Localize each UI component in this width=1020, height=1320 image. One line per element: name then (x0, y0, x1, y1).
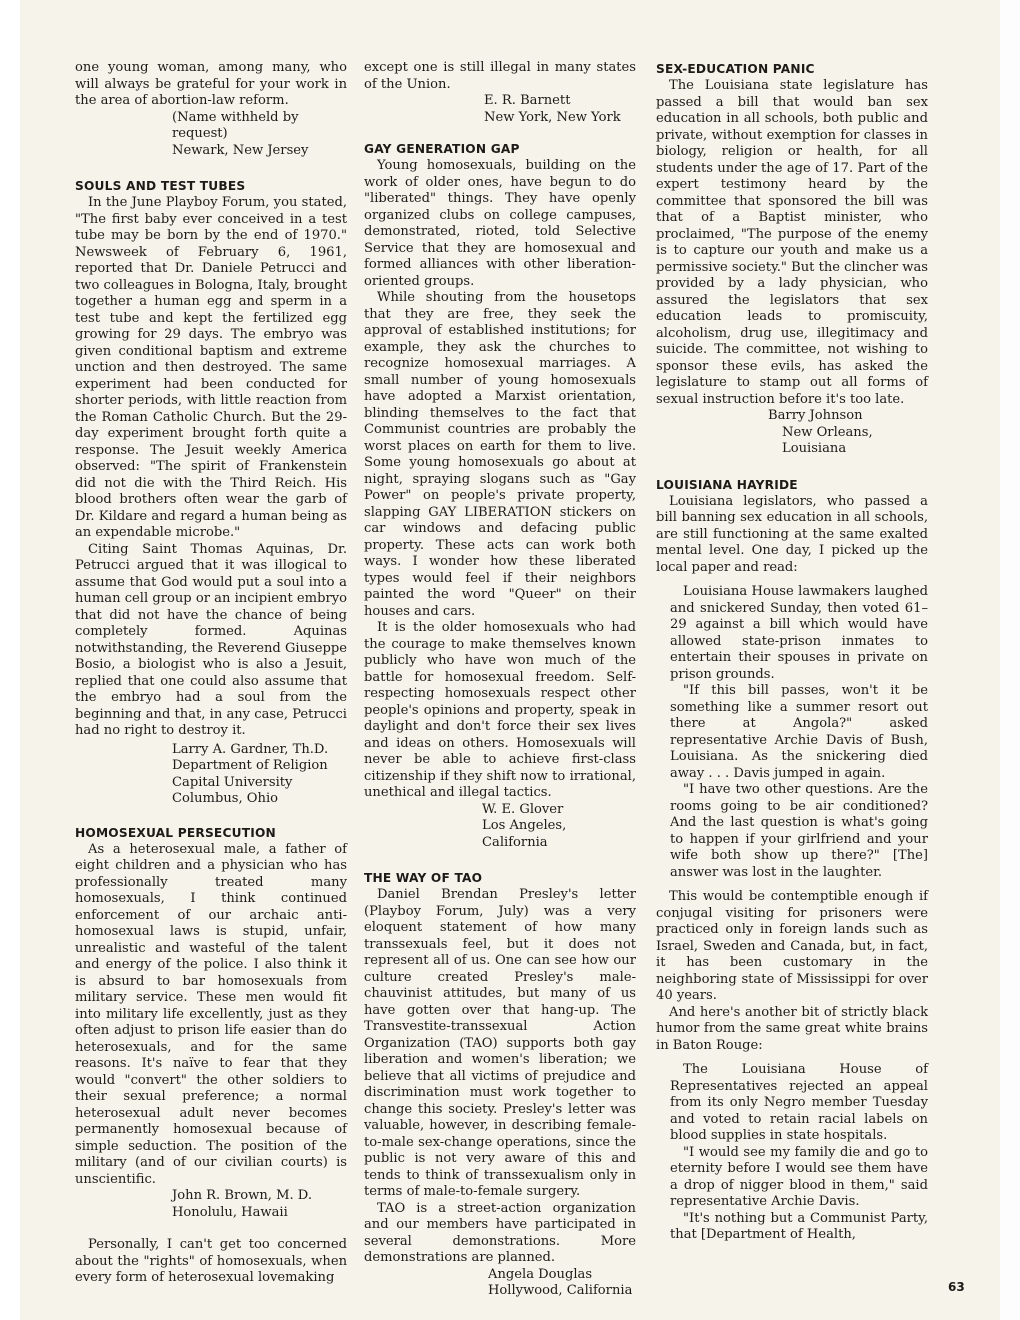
letter-paragraph: This would be contemptible enough if conjugal visiting for prisoners were practiced only in foreign lands such as Israel, Sweden and Canada, but, in fact, it has been customary in the neighboring state of Mississippi for over 40 years. (656, 889, 928, 1003)
column-2 (364, 60, 636, 1300)
letter-signature: Barry Johnson (768, 408, 863, 423)
letter-paragraph: As a heterosexual male, a father of eight children and a physician who has professionally treated many homosexuals, I think continued enforcement of our archaic anti-homosexual laws is stupid, unfair, unrealistic and wasteful of the talent and energy of the police. I also think it is absurd to bar homosexuals from military service. These men would fit into military life excellently, just as they often adjust to prison life easier than do heterosexuals, and for the same reasons. It's naïve to fear that they would "convert" the other soldiers to their sexual preference; a normal heterosexual adult never becomes permanently homosexual because of simple seduction. The position of the military (and of our civilian courts) is unscientific. (75, 841, 347, 1187)
section-heading: LOUISIANA HAYRIDE (656, 477, 798, 492)
quoted-news-excerpt (656, 584, 928, 881)
column-1 (75, 60, 347, 1287)
letter-signature: W. E. Glover (482, 801, 564, 817)
section-heading: THE WAY OF TAO (364, 871, 483, 885)
letter-signature-location: Honolulu, Hawaii (172, 1204, 288, 1220)
letter-paragraph: The Louisiana state legislature has passed a bill that would ban sex education in all schools, both public and private, without exemption for classes in biology, religion or health, for all students under the age of 17. Part of the expert testimony heard by the committee that sponsored the bill was that of a Baptist minister, who proclaimed, "The purpose of the enemy is to capture our youth and make us a permissive society." But the clincher was provided by a lady physician, who assured the legislators that sex education leads to promiscuity, alcoholism, drug use, illegitimacy and suicide. The committee, not wishing to sponsor these evils, has asked the legislature to stamp out all forms of sexual instruction before it's too late. (656, 78, 928, 407)
column-3 (656, 60, 928, 1252)
letter-paragraph: And here's another bit of strictly black humor from the same great white brains in Baton Rouge: (656, 1004, 928, 1053)
letter-paragraph: Citing Saint Thomas Aquinas, Dr. Petrucci argued that it was illogical to assume that God would put a soul into a human cell group or an incipient embryo that did not have the chance of being completely formed. Aquinas notwithstanding, the Reverend Giuseppe Bosio, a biologist who is also a Jesuit, replied that one could also assume that the embryo had a soul from the beginning and that, in any case, Petrucci had no right to destroy it. (75, 541, 348, 738)
letter-paragraph: Louisiana legislators, who passed a bill banning sex education in all schools, are still functioning at the same exalted mental level. One day, I picked up the local paper and read: (656, 493, 928, 575)
spacer (75, 1221, 347, 1237)
letter-paragraph: In the June Playboy Forum, you stated, "The first baby ever conceived in a test tube may be born by the end of 1970." Newsweek of February 6, 1961, reported that Dr. Daniele Petrucci and two colleagues in Bologna, Italy, brought together a human egg and sperm in a test tube and kept the fertilized egg growing for 29 days. The embryo was given conditional baptism and extreme unction and then destroyed. The same experiment had been conducted for shorter periods, with little reaction from the Roman Catholic Church. But the 29-day experiment brought forth quite a response. The Jesuit weekly America observed: "The spirit of Frankenstein did not die with the Third Reich. His blood brothers often wear the garb of Dr. Kildare and regard a human being as an expendable microbe." (75, 195, 347, 540)
quote-paragraph: "I have two other questions. Are the rooms going to be air conditioned? And the last question is what's going to happen if your girlfriend and your wife both show up there?" [The] answer was lost in the laughter. (670, 782, 928, 880)
section-heading: SEX-EDUCATION PANIC (656, 62, 815, 76)
letter-paragraph: TAO is a street-action organization and our members have participated in several demonstrations. More demonstrations are planned. (364, 1200, 636, 1265)
quoted-news-excerpt (656, 1062, 928, 1244)
page-margin (1000, 0, 1020, 1320)
section-heading: SOULS AND TEST TUBES (75, 179, 246, 193)
letter-signature-location: New Orleans, Louisiana (782, 424, 873, 456)
letter-paragraph: Personally, I can't get too concerned about the "rights" of homosexuals, when every form of heterosexual lovemaking (75, 1237, 347, 1285)
quote-paragraph: "If this bill passes, won't it be something like a summer resort out there at Angola?" asked representative Archie Davis of Bush, Louisiana. As the snickering died away . . . Davis jumped in again. (670, 683, 928, 781)
letter-signature: (Name withheld by request) (172, 109, 299, 141)
quote-paragraph: The Louisiana House of Representatives rejected an appeal from its only Negro member Tuesday and voted to retain racial labels on blood supplies in state hospitals. (670, 1062, 928, 1143)
letter-signature-location: Newark, New Jersey (172, 142, 309, 158)
section-heading: HOMOSEXUAL PERSECUTION (75, 825, 276, 840)
quote-paragraph: "I would see my family die and go to eternity before I would see them have a drop of nigger blood in them," said representative Archie Davis. (670, 1144, 928, 1209)
letter-continuation: except one is still illegal in many states of the Union. (364, 60, 636, 92)
letter-signature: E. R. Barnett (484, 93, 571, 108)
letter-paragraph: Daniel Brendan Presley's letter (Playboy Forum, July) was a very eloquent statement of how many transsexuals feel, but it does not represent all of us. One can see how our culture created Presley's male-chauvinist attitudes, but many of us have gotten over that hang-up. The Transvestite-transsexual Action Organization (TAO) supports both gay liberation and women's liberation; we believe that all victims of prejudice and discrimination must work together to change this society. Presley's letter was valuable, however, in describing female-to-male sex-change operations, since the public is not very aware of this and tends to think of transsexualism only in terms of male-to-female surgery. (364, 887, 636, 1199)
letter-signature-affiliation: Capital University (172, 774, 293, 790)
letter-signature-location: Los Angeles, California (482, 818, 567, 850)
letter-signature: John R. Brown, M. D. (172, 1188, 312, 1203)
page-number: 63 (948, 1280, 965, 1294)
letter-paragraph: While shouting from the housetops that they are free, they seek the approval of established institutions; for example, they ask the churches to recognize homosexual marriages. A small number of young homosexuals have adopted a Marxist orientation, blinding themselves to the fact that Communist countries are probably the worst places on earth for them to live. Some young homosexuals go about at night, spraying slogans such as "Gay Power" on people's private property, slapping GAY LIBERATION stickers on car windows and defacing public property. These acts can work both ways. I wonder how these liberated types would feel if their neighbors painted the word "Queer" on their houses and cars. (364, 290, 636, 619)
letter-paragraph: It is the older homosexuals who had the courage to make themselves known publicly who have won much of the battle for homosexual freedom. Self-respecting homosexuals respect other people's opinions and property, speak in daylight and don't force their sex lives and ideas on others. Homosexuals will never be able to achieve first-class citizenship if they shift now to irrational, unethical and illegal tactics. (364, 620, 636, 800)
letter-signature: Angela Douglas (488, 1266, 593, 1282)
letter-signature: Larry A. Gardner, Th.D. (172, 741, 329, 757)
letter-signature-affiliation: Department of Religion (172, 758, 328, 773)
quote-paragraph: Louisiana House lawmakers laughed and snickered Sunday, then voted 61–29 against a bill which would have allowed state-prison inmates to entertain their spouses in private on prison grounds. (670, 584, 928, 682)
letter-paragraph: Young homosexuals, building on the work of older ones, have begun to do "liberated" things. They have openly organized clubs on college campuses, demonstrated, rioted, told Selective Service that they are homosexual and formed alliances with other liberation-oriented groups. (364, 158, 636, 289)
letter-continuation: one young woman, among many, who will always be grateful for your work in the area of abortion-law reform. (75, 60, 347, 108)
quote-paragraph: "It's nothing but a Communist Party, that [Department of Health, (670, 1210, 928, 1242)
letter-signature-location: New York, New York (484, 109, 621, 125)
letter-signature-location: Hollywood, California (488, 1283, 633, 1298)
section-heading: GAY GENERATION GAP (364, 142, 520, 156)
letter-signature-location: Columbus, Ohio (172, 791, 279, 806)
